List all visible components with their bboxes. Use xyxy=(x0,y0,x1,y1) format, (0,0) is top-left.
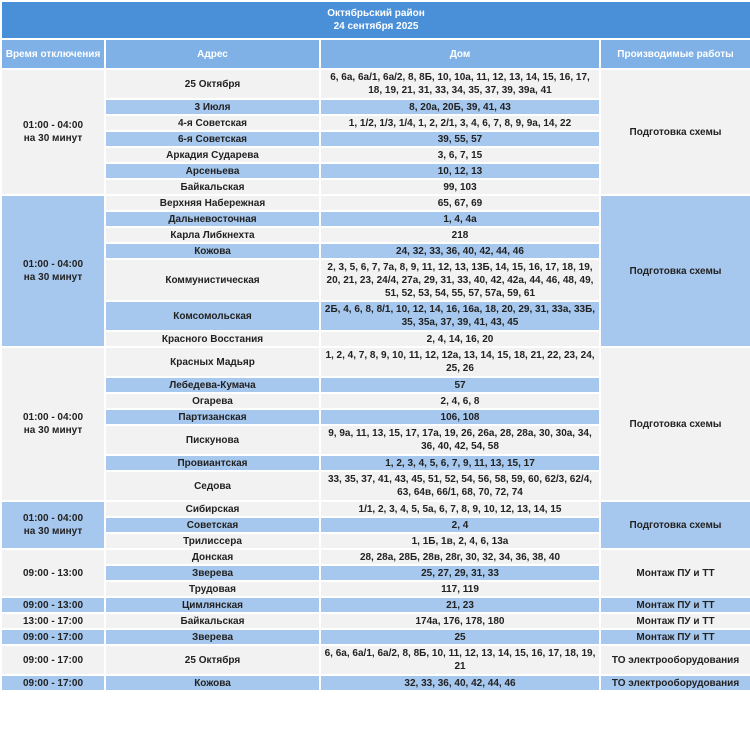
schedule-date: 24 сентября 2025 xyxy=(333,21,419,32)
work-type-cell: Подготовка схемы xyxy=(600,195,750,347)
houses-cell: 3, 6, 7, 15 xyxy=(320,147,600,163)
outage-time-line: 09:00 - 13:00 xyxy=(22,567,84,579)
table-row xyxy=(1,347,750,377)
street-cell: 6-я Советская xyxy=(105,131,320,147)
work-type-cell: Монтаж ПУ и ТТ xyxy=(600,629,750,645)
schedule-body xyxy=(1,69,750,691)
table-row xyxy=(1,613,750,629)
street-cell: Красных Мадьяр xyxy=(105,347,320,377)
outage-time-cell xyxy=(1,629,105,645)
houses-cell: 6, 6а, 6а/1, 6а/2, 8, 8Б, 10, 10а, 11, 12, 13, 14, 15, 16, 17, 18, 19, 21, 31, 33, 34, 35, 37, 39, 39а, 41 xyxy=(320,69,600,99)
street-cell: Зверева xyxy=(105,629,320,645)
outage-time-line: 01:00 - 04:00 xyxy=(22,259,84,270)
header-time: Время отключения xyxy=(1,39,105,69)
houses-cell: 21, 23 xyxy=(320,597,600,613)
street-cell: Карла Либкнехта xyxy=(105,227,320,243)
street-cell: Огарева xyxy=(105,393,320,409)
street-cell: Седова xyxy=(105,471,320,501)
houses-cell: 57 xyxy=(320,377,600,393)
outage-time-line: 13:00 - 17:00 xyxy=(22,615,84,627)
street-cell: 3 Июля xyxy=(105,99,320,115)
table-row xyxy=(1,645,750,675)
work-type-cell: Монтаж ПУ и ТТ xyxy=(600,597,750,613)
work-type-cell: Подготовка схемы xyxy=(600,347,750,501)
outage-time-line: 09:00 - 17:00 xyxy=(22,677,84,689)
work-type-cell: Монтаж ПУ и ТТ xyxy=(600,613,750,629)
houses-cell: 28, 28а, 28Б, 28в, 28г, 30, 32, 34, 36, 38, 40 xyxy=(320,549,600,565)
street-cell: Комсомольская xyxy=(105,301,320,331)
street-cell: Лебедева-Кумача xyxy=(105,377,320,393)
street-cell: Арсеньева xyxy=(105,163,320,179)
outage-time-line: на 30 минут xyxy=(23,133,83,144)
street-cell: Аркадия Сударева xyxy=(105,147,320,163)
district-name: Октябрьский район xyxy=(327,8,425,19)
outage-time-line: 09:00 - 13:00 xyxy=(22,599,84,611)
table-row xyxy=(1,69,750,99)
street-cell: Донская xyxy=(105,549,320,565)
street-cell: Трилиссера xyxy=(105,533,320,549)
houses-cell: 33, 35, 37, 41, 43, 45, 51, 52, 54, 56, 58, 59, 60, 62/3, 62/4, 63, 64в, 66/1, 68, 70, 72, 74 xyxy=(320,471,600,501)
street-cell: 25 Октября xyxy=(105,69,320,99)
street-cell: Кожова xyxy=(105,243,320,259)
street-cell: Дальневосточная xyxy=(105,211,320,227)
street-cell: Коммунистическая xyxy=(105,259,320,301)
street-cell: Пискунова xyxy=(105,425,320,455)
outage-time-cell xyxy=(1,549,105,597)
houses-cell: 1, 2, 3, 4, 5, 6, 7, 9, 11, 13, 15, 17 xyxy=(320,455,600,471)
outage-time-cell xyxy=(1,195,105,347)
street-cell: 4-я Советская xyxy=(105,115,320,131)
outage-time-line: 01:00 - 04:00 xyxy=(22,513,84,524)
houses-cell: 25 xyxy=(320,629,600,645)
street-cell: Байкальская xyxy=(105,179,320,195)
work-type-cell: ТО электрооборудования xyxy=(600,645,750,675)
table-row xyxy=(1,549,750,565)
houses-cell: 2, 4, 6, 8 xyxy=(320,393,600,409)
header-address: Адрес xyxy=(105,39,320,69)
outage-time-line: 09:00 - 17:00 xyxy=(22,654,84,666)
street-cell: Красного Восстания xyxy=(105,331,320,347)
houses-cell: 2Б, 4, 6, 8, 8/1, 10, 12, 14, 16, 16а, 18, 20, 29, 31, 33а, 33Б, 35, 35а, 37, 39, 41, 43, 45 xyxy=(320,301,600,331)
houses-cell: 25, 27, 29, 31, 33 xyxy=(320,565,600,581)
outage-time-cell xyxy=(1,347,105,501)
outage-time-line: 01:00 - 04:00 xyxy=(22,120,84,131)
houses-cell: 117, 119 xyxy=(320,581,600,597)
outage-time-cell xyxy=(1,501,105,549)
street-cell: Советская xyxy=(105,517,320,533)
outage-time-cell xyxy=(1,675,105,691)
outage-time-line: на 30 минут xyxy=(23,425,83,436)
houses-cell: 1, 2, 4, 7, 8, 9, 10, 11, 12, 12а, 13, 14, 15, 18, 21, 22, 23, 24, 25, 26 xyxy=(320,347,600,377)
street-cell: Зверева xyxy=(105,565,320,581)
outage-time-cell xyxy=(1,645,105,675)
street-cell: Кожова xyxy=(105,675,320,691)
street-cell: 25 Октября xyxy=(105,645,320,675)
houses-cell: 65, 67, 69 xyxy=(320,195,600,211)
street-cell: Партизанская xyxy=(105,409,320,425)
houses-cell: 10, 12, 13 xyxy=(320,163,600,179)
outage-time-cell xyxy=(1,69,105,195)
outage-time-line: 09:00 - 17:00 xyxy=(22,631,84,643)
work-type-cell: Подготовка схемы xyxy=(600,69,750,195)
outage-time-cell xyxy=(1,613,105,629)
table-title xyxy=(1,1,750,39)
houses-cell: 2, 4, 14, 16, 20 xyxy=(320,331,600,347)
street-cell: Провиантская xyxy=(105,455,320,471)
houses-cell: 1, 1/2, 1/3, 1/4, 1, 2, 2/1, 3, 4, 6, 7, 8, 9, 9а, 14, 22 xyxy=(320,115,600,131)
work-type-cell: Подготовка схемы xyxy=(600,501,750,549)
houses-cell: 6, 6а, 6а/1, 6а/2, 8, 8Б, 10, 11, 12, 13, 14, 15, 16, 17, 18, 19, 21 xyxy=(320,645,600,675)
houses-cell: 9, 9а, 11, 13, 15, 17, 17а, 19, 26, 26а, 28, 28а, 30, 30а, 34, 36, 40, 42, 54, 58 xyxy=(320,425,600,455)
houses-cell: 2, 4 xyxy=(320,517,600,533)
table-row xyxy=(1,597,750,613)
houses-cell: 8, 20а, 20Б, 39, 41, 43 xyxy=(320,99,600,115)
houses-cell: 218 xyxy=(320,227,600,243)
houses-cell: 39, 55, 57 xyxy=(320,131,600,147)
outage-time-line: на 30 минут xyxy=(23,272,83,283)
table-row xyxy=(1,195,750,211)
outage-time-line: 01:00 - 04:00 xyxy=(22,412,84,423)
street-cell: Трудовая xyxy=(105,581,320,597)
table-row xyxy=(1,629,750,645)
street-cell: Сибирская xyxy=(105,501,320,517)
work-type-cell: Монтаж ПУ и ТТ xyxy=(600,549,750,597)
houses-cell: 1, 1Б, 1в, 2, 4, 6, 13а xyxy=(320,533,600,549)
houses-cell: 99, 103 xyxy=(320,179,600,195)
table-row xyxy=(1,501,750,517)
work-type-cell: ТО электрооборудования xyxy=(600,675,750,691)
houses-cell: 32, 33, 36, 40, 42, 44, 46 xyxy=(320,675,600,691)
header-work: Производимые работы xyxy=(600,39,750,69)
outage-time-line: на 30 минут xyxy=(23,526,83,537)
street-cell: Цимлянская xyxy=(105,597,320,613)
houses-cell: 1, 4, 4а xyxy=(320,211,600,227)
houses-cell: 24, 32, 33, 36, 40, 42, 44, 46 xyxy=(320,243,600,259)
houses-cell: 2, 3, 5, 6, 7, 7а, 8, 9, 11, 12, 13, 13Б, 14, 15, 16, 17, 18, 19, 20, 21, 23, 24/4, 27а, 29, 31, 33, 40, 42, 42а, 44, 46, 48, 49, 51, 52, 53, 54, 55, 57, 57а, 59, 61 xyxy=(320,259,600,301)
header-house: Дом xyxy=(320,39,600,69)
street-cell: Верхняя Набережная xyxy=(105,195,320,211)
houses-cell: 1/1, 2, 3, 4, 5, 5а, 6, 7, 8, 9, 10, 12, 13, 14, 15 xyxy=(320,501,600,517)
outage-time-cell xyxy=(1,597,105,613)
houses-cell: 106, 108 xyxy=(320,409,600,425)
table-row xyxy=(1,675,750,691)
street-cell: Байкальская xyxy=(105,613,320,629)
houses-cell: 174а, 176, 178, 180 xyxy=(320,613,600,629)
